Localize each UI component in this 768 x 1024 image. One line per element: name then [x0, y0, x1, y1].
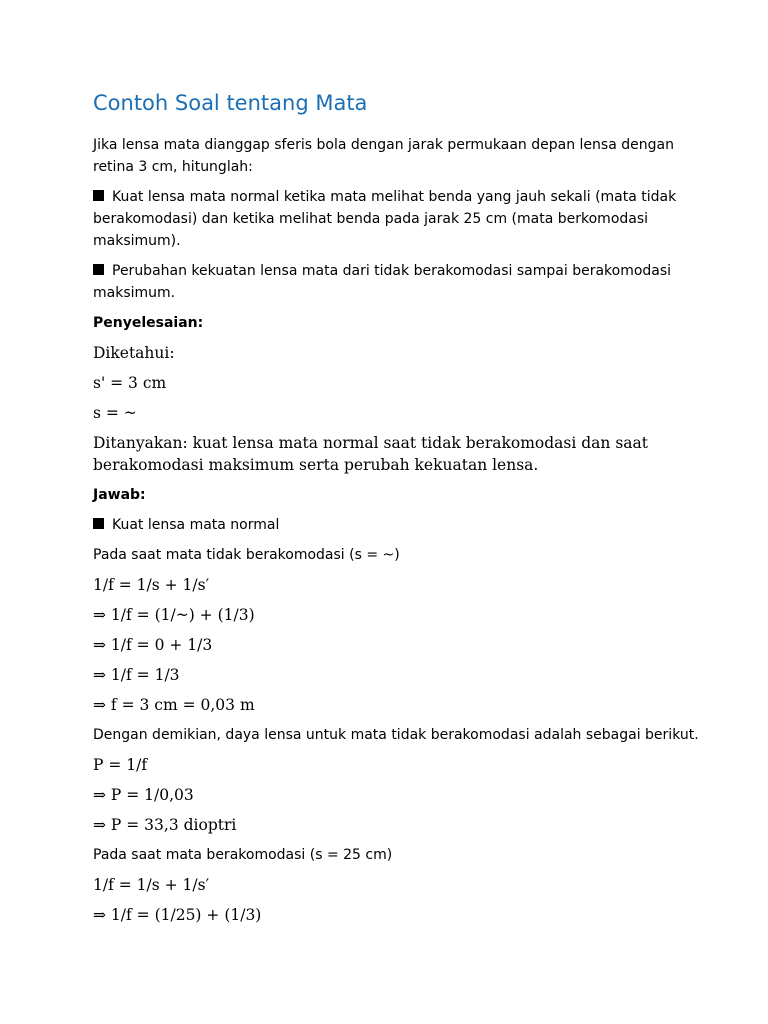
- given-s: s = ~: [93, 404, 137, 422]
- given-s-prime: s' = 3 cm: [93, 374, 167, 392]
- penyelesaian-heading: Penyelesaian:: [93, 315, 204, 331]
- equation-step-3: ⇒ 1/f = 1/3: [93, 666, 180, 684]
- equation-lens-formula-2: 1/f = 1/s + 1/s′: [93, 876, 210, 894]
- question-item-1: [93, 186, 713, 252]
- square-bullet-icon: [93, 264, 104, 275]
- case-accommodated: Pada saat mata berakomodasi (s = 25 cm): [93, 847, 393, 863]
- power-formula: P = 1/f: [93, 756, 148, 774]
- question-item-2: [93, 260, 713, 304]
- square-bullet-icon: [93, 518, 104, 529]
- case-unaccommodated: Pada saat mata tidak berakomodasi (s = ~): [93, 547, 400, 563]
- conclusion-paragraph: Dengan demikian, daya lensa untuk mata tidak berakomodasi adalah sebagai berikut.: [93, 727, 699, 743]
- square-bullet-icon: [93, 190, 104, 201]
- power-step-1: ⇒ P = 1/0,03: [93, 786, 194, 804]
- question-1-text: Kuat lensa mata normal ketika mata melihat benda yang jauh sekali (mata tidak berakomodasi) dan ketika melihat benda pada jarak 25 cm (mata berkomodasi maksimum).: [93, 189, 677, 249]
- jawab-heading: Jawab:: [93, 487, 146, 503]
- normal-lens-item: [93, 514, 713, 536]
- equation-step-4: ⇒ f = 3 cm = 0,03 m: [93, 696, 255, 714]
- page-title: Contoh Soal tentang Mata: [93, 91, 368, 115]
- equation-step-2: ⇒ 1/f = 0 + 1/3: [93, 636, 213, 654]
- document-page: [93, 86, 713, 934]
- question-2-text: Perubahan kekuatan lensa mata dari tidak berakomodasi sampai berakomodasi maksimum.: [93, 263, 672, 301]
- intro-paragraph: Jika lensa mata dianggap sferis bola dengan jarak permukaan depan lensa dengan retina 3 cm, hitunglah:: [93, 137, 674, 175]
- normal-lens-text: Kuat lensa mata normal: [112, 517, 280, 533]
- equation-step-1: ⇒ 1/f = (1/~) + (1/3): [93, 606, 255, 624]
- power-step-2: ⇒ P = 33,3 dioptri: [93, 816, 237, 834]
- equation-lens-formula: 1/f = 1/s + 1/s′: [93, 576, 210, 594]
- diketahui-label: Diketahui:: [93, 344, 175, 362]
- ditanyakan-paragraph: Ditanyakan: kuat lensa mata normal saat tidak berakomodasi dan saat berakomodasi maksimum serta perubah kekuatan lensa.: [93, 434, 648, 474]
- equation-step-5: ⇒ 1/f = (1/25) + (1/3): [93, 906, 262, 924]
